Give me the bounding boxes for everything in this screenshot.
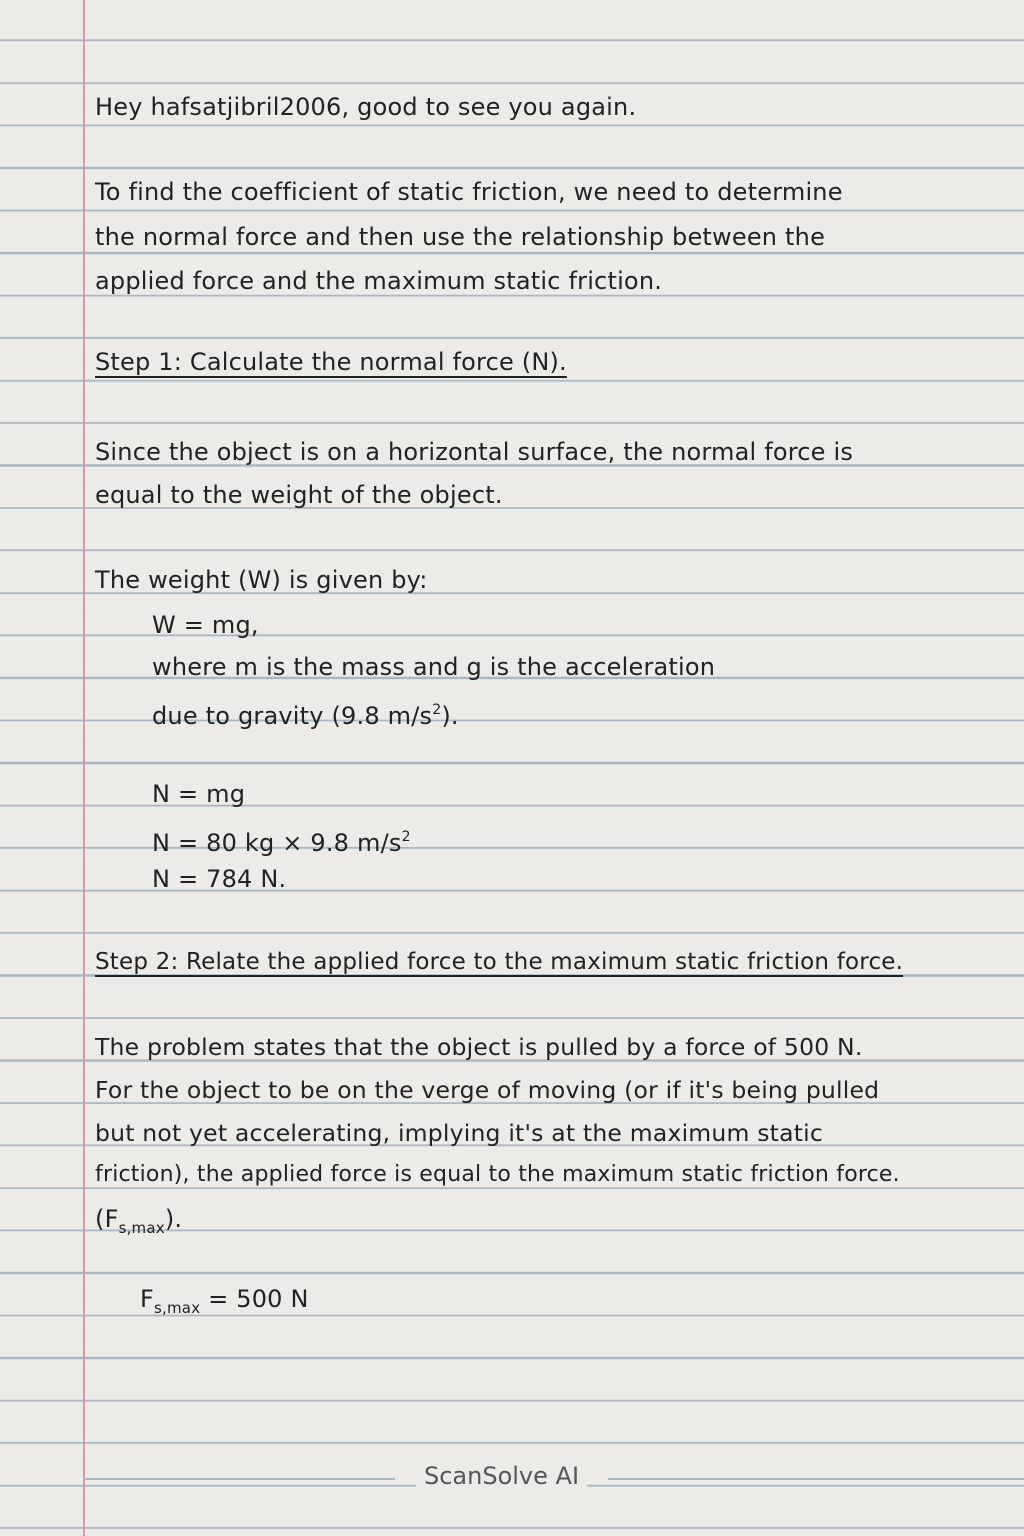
footer-rule-right	[608, 1478, 1024, 1480]
weight-formula: W = mg,	[152, 611, 259, 639]
footer-rule-left	[85, 1478, 395, 1480]
step2-text: For the object to be on the verge of moving (or if it's being pulled	[95, 1076, 880, 1104]
eq-value: = 500 N	[200, 1285, 309, 1313]
margin-line	[83, 0, 85, 1536]
fsmax-equation	[140, 1284, 309, 1323]
intro-line: the normal force and then use the relationship between the	[95, 223, 826, 251]
intro-line: To find the coefficient of static friction, we need to determine	[95, 178, 843, 206]
greeting: Hey hafsatjibril2006, good to see you again.	[95, 93, 637, 121]
calc-line: N = mg	[152, 780, 246, 808]
exponent: 2	[401, 829, 411, 845]
calc-line	[152, 822, 411, 858]
footer	[0, 1462, 1024, 1492]
calc-text: N = 80 kg × 9.8 m/s	[152, 829, 402, 857]
brand-label: ScanSolve AI	[416, 1462, 587, 1490]
symbol-open: (F	[95, 1205, 119, 1233]
step2-heading: Step 2: Relate the applied force to the maximum static friction force.	[95, 949, 904, 975]
eq-f: F	[140, 1285, 155, 1313]
where-end: ).	[441, 702, 459, 730]
step1-text: equal to the weight of the object.	[95, 481, 503, 509]
exponent: 2	[432, 702, 442, 718]
subscript: s,max	[154, 1299, 201, 1317]
step2-text: friction), the applied force is equal to the maximum static friction force.	[95, 1162, 900, 1187]
step1-text: Since the object is on a horizontal surface, the normal force is	[95, 438, 854, 466]
where-text: due to gravity (9.8 m/s	[152, 702, 433, 730]
subscript: s,max	[118, 1219, 165, 1237]
where-line	[152, 695, 459, 731]
symbol-close: ).	[164, 1205, 183, 1233]
intro-line: applied force and the maximum static friction.	[95, 267, 663, 295]
step2-text: The problem states that the object is pulled by a force of 500 N.	[95, 1033, 863, 1061]
step1-heading: Step 1: Calculate the normal force (N).	[95, 348, 567, 376]
weight-intro: The weight (W) is given by:	[95, 566, 428, 594]
where-line: where m is the mass and g is the acceleration	[152, 653, 716, 681]
fsmax-symbol	[95, 1204, 182, 1243]
step2-text: but not yet accelerating, implying it's at the maximum static	[95, 1119, 823, 1147]
calc-line: N = 784 N.	[152, 865, 287, 893]
